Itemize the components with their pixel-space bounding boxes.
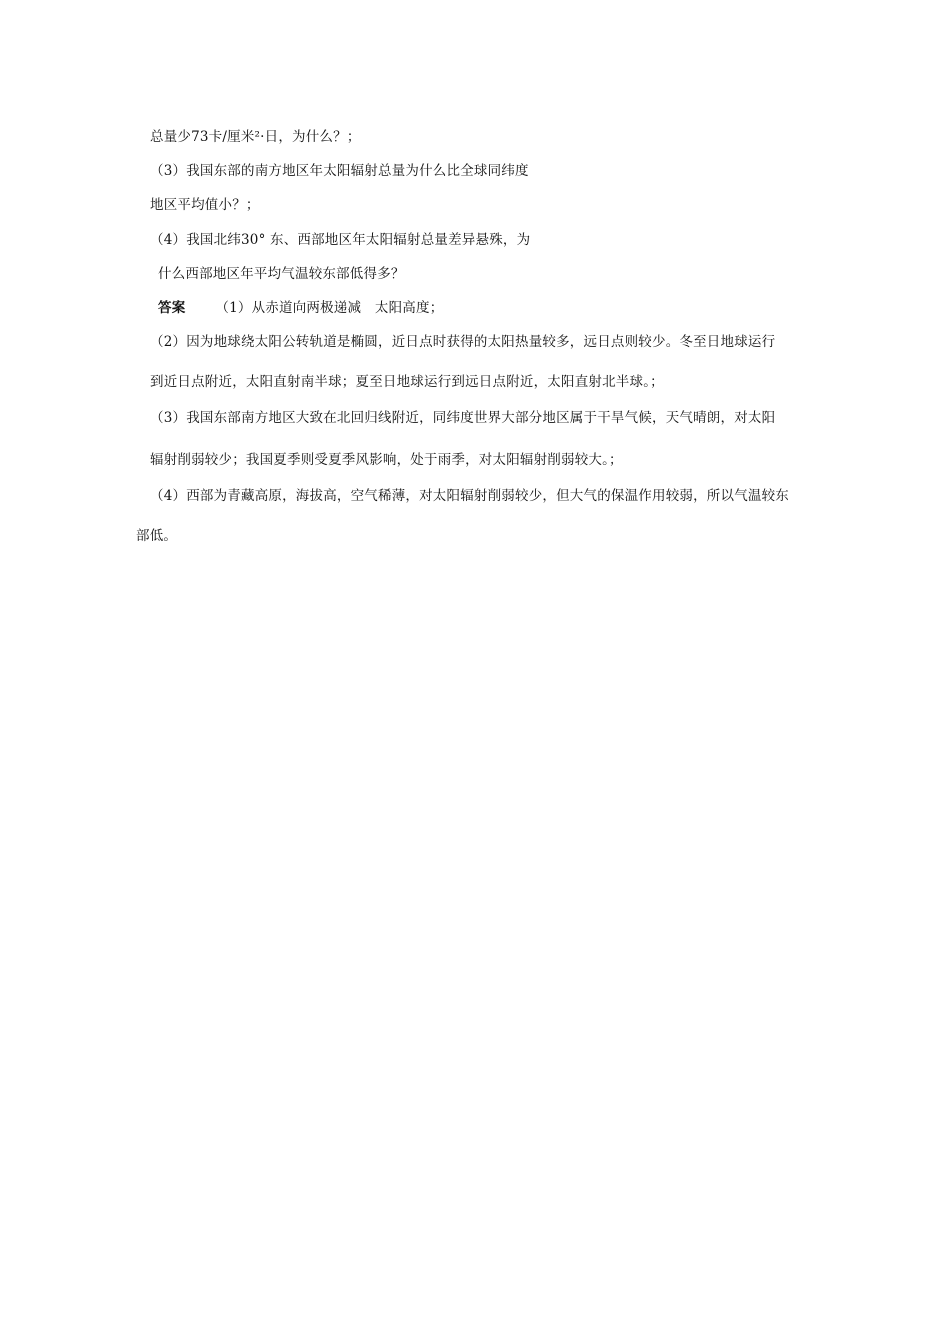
answer-4-line-2: 部低。 (136, 528, 178, 544)
answer-2-line-1: （2）因为地球绕太阳公转轨道是椭圆，近日点时获得的太阳热量较多，远日点则较少。冬至日地球运行 (150, 334, 776, 350)
answer-3-line-1: （3）我国东部南方地区大致在北回归线附近，同纬度世界大部分地区属于干旱气候，天气晴朗，对太阳 (150, 410, 776, 426)
answer-2-line-2: 到近日点附近，太阳直射南半球；夏至日地球运行到远日点附近，太阳直射北半球。； (150, 374, 664, 390)
question-3-line-2: 地区平均值小？； (150, 197, 260, 213)
answer-1: （1）从赤道向两极递减 太阳高度； (215, 300, 444, 316)
question-3-line-1: （3）我国东部的南方地区年太阳辐射总量为什么比全球同纬度 (150, 163, 529, 179)
question-1-tail: 总量少73卡/厘米²·日，为什么？； (150, 129, 361, 145)
answer-label: 答案 (158, 300, 186, 316)
answer-3-line-2: 辐射削弱较少；我国夏季则受夏季风影响，处于雨季，对太阳辐射削弱较大。； (150, 452, 623, 468)
answer-4-line-1: （4）西部为青藏高原，海拔高，空气稀薄，对太阳辐射削弱较少，但大气的保温作用较弱，所以气温较东 (150, 488, 789, 504)
answer-1-row (158, 299, 443, 317)
question-4-line-2: 什么西部地区年平均气温较东部低得多？ (158, 266, 405, 282)
question-4-line-1: （4）我国北纬30° 东、西部地区年太阳辐射总量差异悬殊，为 (150, 232, 531, 248)
